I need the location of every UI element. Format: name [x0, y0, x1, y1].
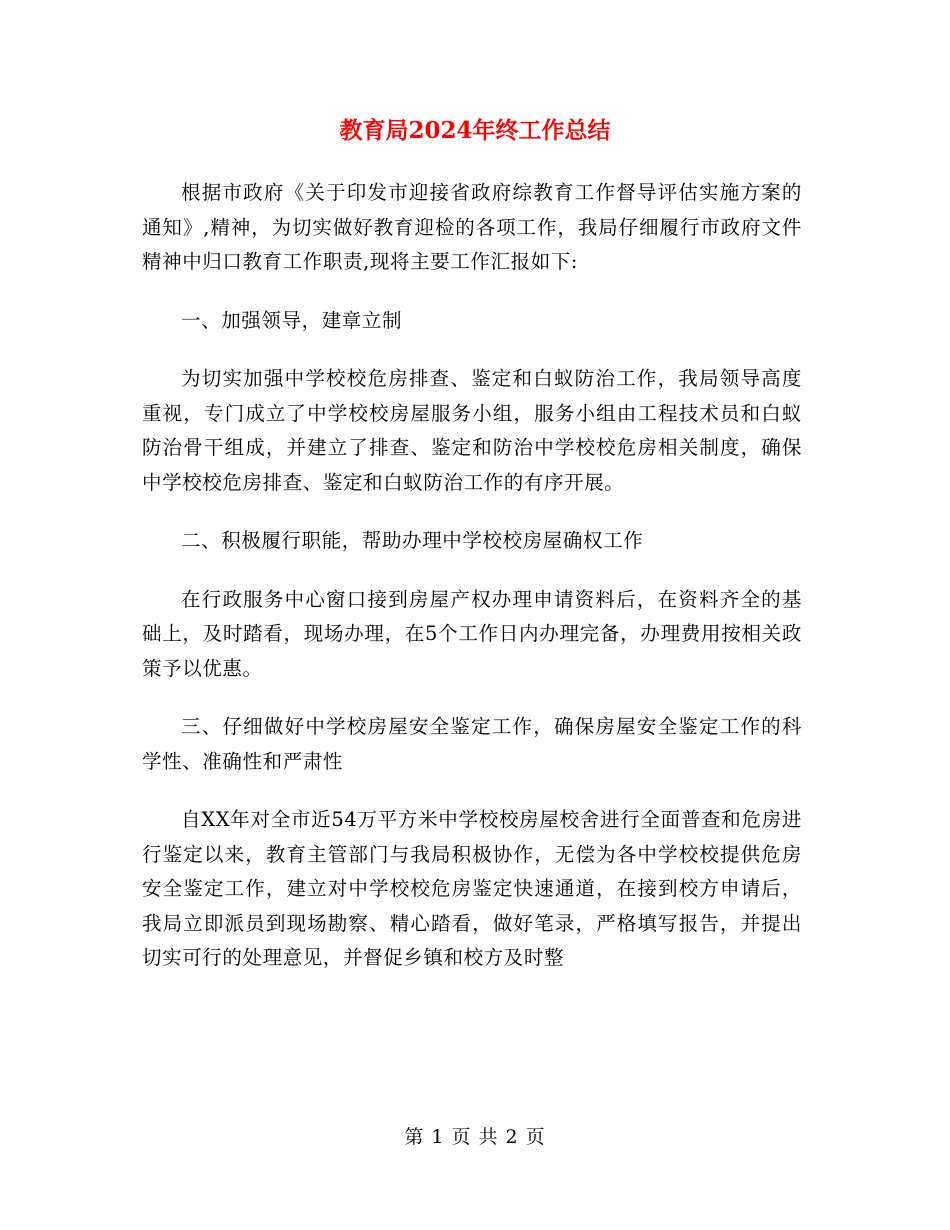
paragraph-section-3: 自XX年对全市近54万平方米中学校校房屋校舍进行全面普查和危房进行鉴定以来，教育主管部门与我局积极协作，无偿为各中学校校提供危房安全鉴定工作，建立对中学校校危房鉴定快速通道，在接到校方申请后，我局立即派员到现场勘察、精心踏看，做好笔录，严格填写报告，并提出切实可行的处理意见，并督促乡镇和校方及时整 — [142, 808, 802, 969]
page-number-footer: 第 1 页 共 2 页 — [404, 1126, 546, 1148]
document-title: 教育局2024年终工作总结 — [339, 117, 611, 144]
section-heading-2: 二、积极履行职能，帮助办理中学校校房屋确权工作 — [181, 529, 644, 552]
paragraph-section-2: 在行政服务中心窗口接到房屋产权办理申请资料后，在资料齐全的基础上，及时踏看，现场办理，在5个工作日内办理完备，办理费用按相关政策予以优惠。 — [142, 587, 802, 680]
document-body — [142, 176, 802, 1000]
paragraph-intro: 根据市政府《关于印发市迎接省政府综教育工作督导评估实施方案的通知》,精神，为切实做好教育迎检的各项工作，我局仔细履行市政府文件精神中归口教育工作职责,现将主要工作汇报如下: — [142, 181, 802, 273]
paragraph-section-1: 为切实加强中学校校危房排查、鉴定和白蚁防治工作，我局领导高度重视，专门成立了中学校校房屋服务小组，服务小组由工程技术员和白蚁防治骨干组成，并建立了排查、鉴定和防治中学校校危房相关制度，确保中学校校危房排查、鉴定和白蚁防治工作的有序开展。 — [142, 367, 802, 494]
section-heading-1: 一、加强领导，建章立制 — [181, 308, 403, 332]
section-heading-3: 三、仔细做好中学校房屋安全鉴定工作，确保房屋安全鉴定工作的科学性、准确性和严肃性 — [142, 715, 802, 773]
